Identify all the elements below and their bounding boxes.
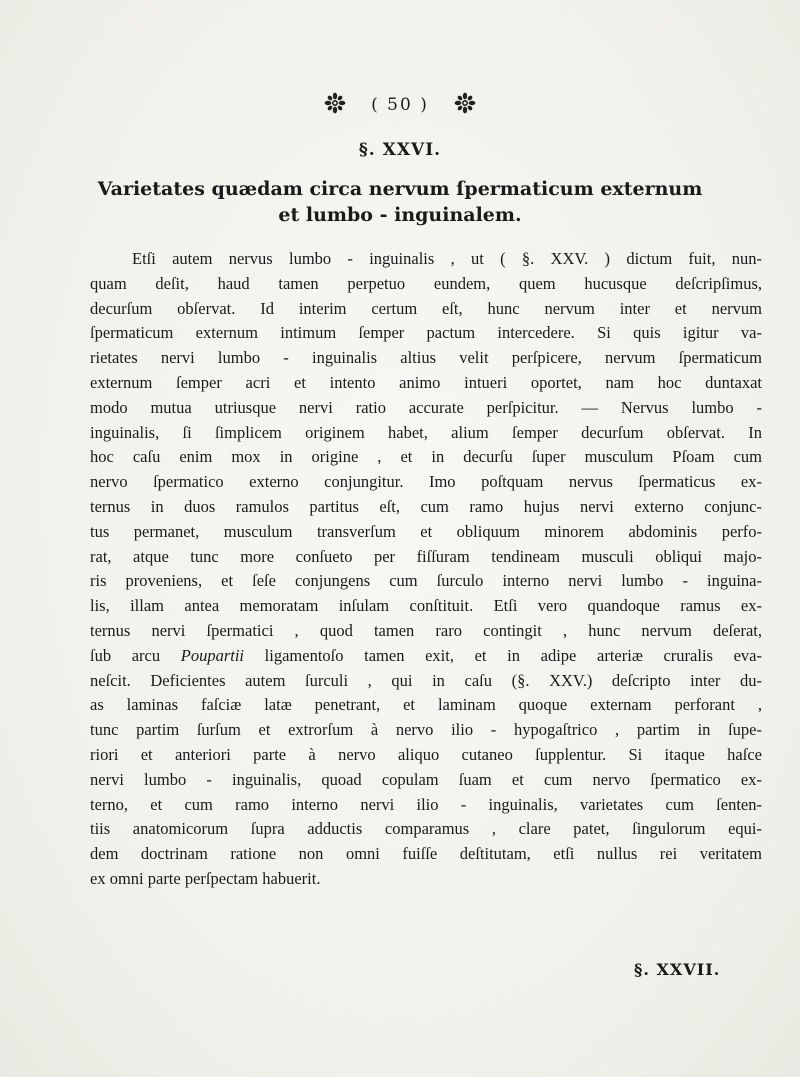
italic-name: Poupartii xyxy=(180,645,245,665)
text-line: hoc caſu enim mox in origine , et in decurſu ſuper musculum Pſoam cum xyxy=(90,447,762,467)
text-line: ris proveniens, et ſeſe conjungens cum ſurculo interno nervi lumbo - inguina- xyxy=(90,571,762,591)
text-line: tiis anatomicorum ſupra adductis comparamus , clare patet, ſingulorum equi- xyxy=(90,819,762,839)
section-number: §. XXVI. xyxy=(358,140,442,160)
page-header xyxy=(0,92,800,119)
text-line: tunc partim ſurſum et extrorſum à nervo ilio - hypogaſtrico , partim in ſupe- xyxy=(90,720,762,740)
text-line: lis, illam antea memoratam inſulam conſtituit. Etſi vero quandoque ramus ex- xyxy=(90,596,762,616)
text-line: ex omni parte perſpectam habuerit. xyxy=(90,868,321,888)
section-title-line: et lumbo - inguinalem. xyxy=(278,204,522,226)
text-line: rat, atque tunc more conſueto per fiſſuram tendineam musculi obliqui majo- xyxy=(90,546,762,566)
text-line: inguinalis, ſi ſimplicem originem habet, alium ſemper decurſum obſervat. In xyxy=(90,422,762,442)
section-title-line: Varietates quædam circa nervum ſpermaticum externum xyxy=(97,178,703,200)
text-line: Etſi autem nervus lumbo - inguinalis , ut ( §. XXV. ) dictum fuit, nun- xyxy=(132,249,762,268)
text-line: ſpermaticum externum intimum ſemper pactum intercedere. Si quis igitur va- xyxy=(90,323,762,343)
text-line: nervi lumbo - inguinalis, quoad copulam ſuam et cum nervo ſpermatico ex- xyxy=(90,769,762,789)
text-line: ternus nervi ſpermatici , quod tamen raro contingit , hunc nervum deſerat, xyxy=(90,620,762,640)
ornament-flower-icon xyxy=(324,92,346,119)
text-line: dem doctrinam ratione non omni fuiſſe deſtitutam, etſi nullus rei veritatem xyxy=(90,844,762,864)
text-line: as laminas faſciæ latæ penetrant, et laminam quoque externam perforant , xyxy=(90,695,762,715)
text-line: quam deſit, haud tamen perpetuo eundem, quem hucusque deſcripſimus, xyxy=(90,273,762,293)
section-title xyxy=(90,176,710,228)
text-line: modo mutua utriusque nervi ratio accurate perſpicitur. — Nervus lumbo - xyxy=(90,397,762,417)
text-line: nervo ſpermatico externo conjungitur. Imo poſtquam nervus ſpermaticus ex- xyxy=(90,472,762,492)
text-line: decurſum obſervat. Id interim certum eſt, hunc nervum inter et nervum xyxy=(90,298,762,318)
text-line: tus permanet, musculum transverſum et obliquum minorem abdominis perfo- xyxy=(90,521,762,541)
body-text xyxy=(90,247,762,892)
text-line: terno, et cum ramo interno nervi ilio - inguinalis, varietates cum ſenten- xyxy=(90,794,762,814)
catchword: §. XXVII. xyxy=(634,960,721,979)
text-line: rietates nervi lumbo - inguinalis altius velit perſpicere, nervum ſpermaticum xyxy=(90,348,762,368)
text-line: riori et anteriori parte à nervo aliquo cutaneo ſupplentur. Si itaque haſce xyxy=(90,744,762,764)
ornament-flower-icon xyxy=(454,92,476,119)
page-number: ( 50 ) xyxy=(371,95,429,115)
text-line: externum ſemper acri et intento animo intueri oportet, nam hoc duntaxat xyxy=(90,372,762,392)
text-line: ternus in duos ramulos partitus eſt, cum ramo hujus nervi externo conjunc- xyxy=(90,496,762,516)
text-line-with-italic: ſub arcu Poupartii ligamentoſo tamen exit, et in adipe arteriæ cruralis eva- xyxy=(90,645,762,665)
text-line: neſcit. Deficientes autem ſurculi , qui in caſu (§. XXV.) deſcripto inter du- xyxy=(90,670,762,690)
